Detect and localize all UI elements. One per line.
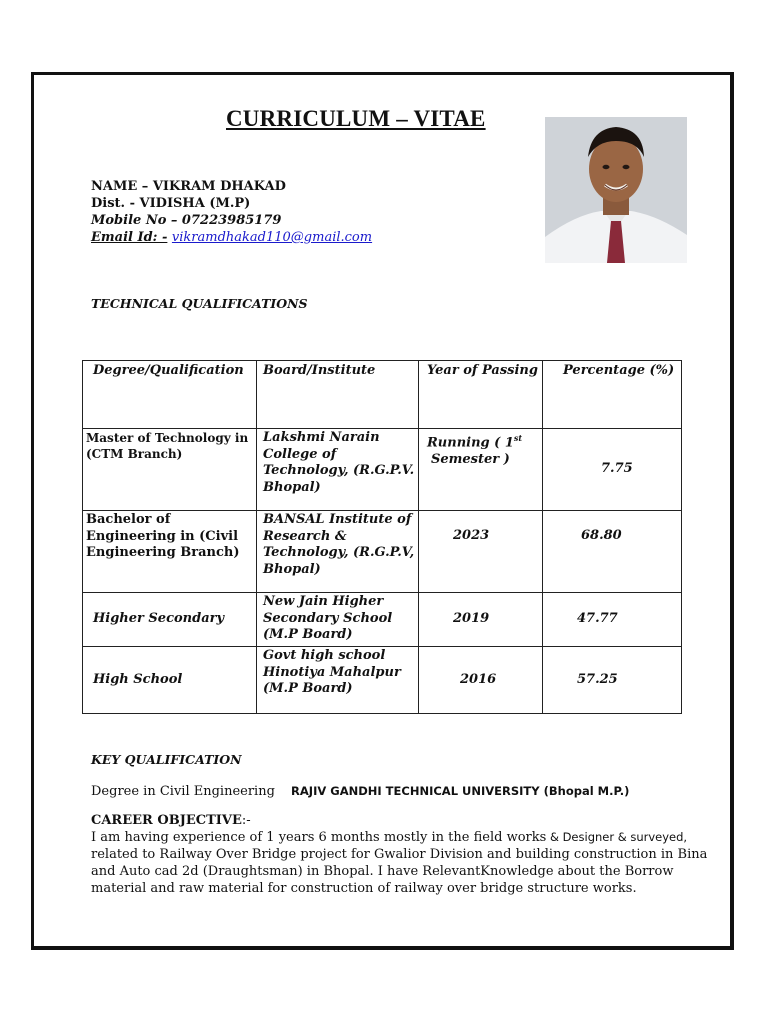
table-row xyxy=(83,647,682,714)
year-semester: Semester ) xyxy=(431,451,510,467)
email-row xyxy=(91,229,372,246)
key-qualification-line xyxy=(91,783,629,800)
header-institute: Board/Institute xyxy=(257,361,419,429)
cell-degree: Bachelor of Engineering in (Civil Engineering Branch) xyxy=(83,511,257,593)
key-qualification-heading: KEY QUALIFICATION xyxy=(91,752,242,767)
career-line-1a: I am having experience of 1 years 6 months mostly in the field works xyxy=(91,830,547,845)
profile-photo-image xyxy=(545,117,687,263)
district: Dist. - VIDISHA (M.P) xyxy=(91,196,251,211)
cell-degree: High School xyxy=(83,647,257,714)
candidate-name: NAME – VIKRAM DHAKAD xyxy=(91,179,286,194)
document-title: CURRICULUM – VITAE xyxy=(226,106,486,131)
cell-percentage: 68.80 xyxy=(543,511,682,593)
key-degree: Degree in Civil Engineering xyxy=(91,784,275,799)
cell-year: 2016 xyxy=(419,647,543,714)
year-running: Running ( 1 xyxy=(427,435,514,451)
career-line-3: and Auto cad 2d (Draughtsman) in Bhopal. I have RelevantKnowledge about the Borrow xyxy=(91,864,674,879)
table-row xyxy=(83,593,682,647)
cell-institute: New Jain Higher Secondary School (M.P Board) xyxy=(257,593,419,647)
header-year: Year of Passing xyxy=(419,361,543,429)
career-line-1b: & Designer & surveyed, xyxy=(546,830,688,844)
technical-qualifications-heading: TECHNICAL QUALIFICATIONS xyxy=(91,296,308,311)
email-link[interactable]: vikramdhakad110@gmail.com xyxy=(171,230,373,245)
cell-year: 2019 xyxy=(419,593,543,647)
email-label: Email Id: - xyxy=(91,230,168,245)
career-objective-heading xyxy=(91,812,251,829)
cell-institute: Lakshmi Narain College of Technology, (R.G.P.V. Bhopal) xyxy=(257,429,419,511)
cell-year xyxy=(419,429,543,511)
table-row xyxy=(83,511,682,593)
cell-year: 2023 xyxy=(419,511,543,593)
career-line-4: material and raw material for construction of railway over bridge structure works. xyxy=(91,881,637,896)
cell-degree: Higher Secondary xyxy=(83,593,257,647)
career-line-1 xyxy=(91,829,687,846)
cell-institute: Govt high school Hinotiya Mahalpur (M.P Board) xyxy=(257,647,419,714)
year-ordinal: st xyxy=(513,433,523,443)
profile-photo xyxy=(545,117,687,263)
career-heading-suffix: :- xyxy=(241,813,251,828)
table-header-row xyxy=(83,361,682,429)
key-university: RAJIV GANDHI TECHNICAL UNIVERSITY (Bhopal M.P.) xyxy=(291,784,630,798)
header-degree: Degree/Qualification xyxy=(83,361,257,429)
cell-institute: BANSAL Institute of Research & Technology, (R.G.P.V, Bhopal) xyxy=(257,511,419,593)
table-row xyxy=(83,429,682,511)
cell-degree: Master of Technology in (CTM Branch) xyxy=(83,429,257,511)
cell-percentage: 7.75 xyxy=(543,429,682,511)
career-line-2: related to Railway Over Bridge project for Gwalior Division and building construction in Bina xyxy=(91,847,708,862)
mobile-number: Mobile No – 07223985179 xyxy=(91,213,282,228)
career-heading-text: CAREER OBJECTIVE xyxy=(91,813,242,828)
cell-percentage: 57.25 xyxy=(543,647,682,714)
qualifications-table xyxy=(82,360,682,714)
cell-percentage: 47.77 xyxy=(543,593,682,647)
header-percentage: Percentage (%) xyxy=(543,361,682,429)
